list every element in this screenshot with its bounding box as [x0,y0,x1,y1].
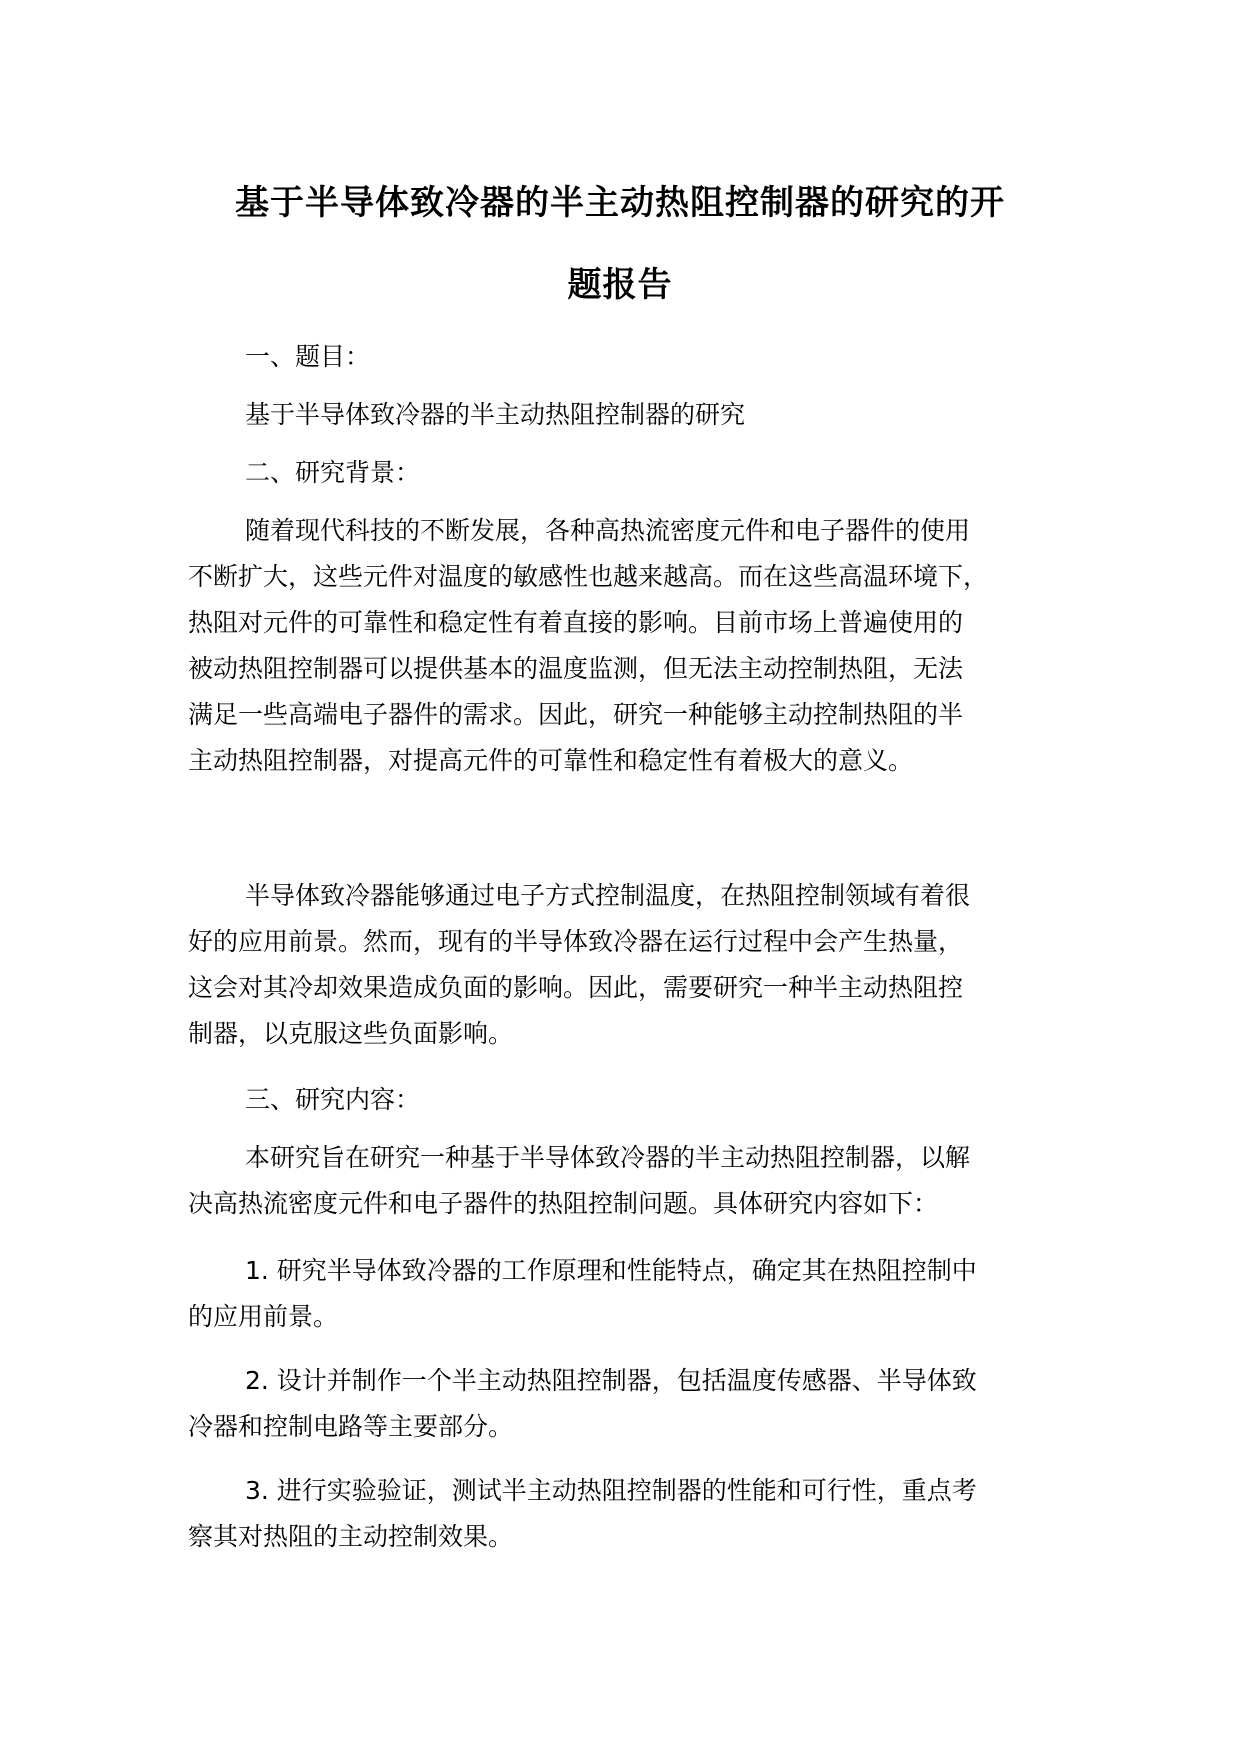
paragraph-line: 被动热阻控制器可以提供基本的温度监测，但无法主动控制热阻，无法 [188,654,964,683]
paragraph-line: 满足一些高端电子器件的需求。因此，研究一种能够主动控制热阻的半 [188,700,964,729]
paragraph-line: 3. 进行实验验证，测试半主动热阻控制器的性能和可行性，重点考 [245,1476,977,1505]
paragraph-line: 决高热流密度元件和电子器件的热阻控制问题。具体研究内容如下： [188,1189,939,1218]
paragraph-line: 本研究旨在研究一种基于半导体致冷器的半主动热阻控制器，以解 [245,1143,971,1172]
paragraph-line: 好的应用前景。然而，现有的半导体致冷器在运行过程中会产生热量， [188,927,964,956]
paragraph-line: 察其对热阻的主动控制效果。 [188,1522,514,1551]
paragraph-line: 不断扩大，这些元件对温度的敏感性也越来越高。而在这些高温环境下， [188,562,989,591]
section-heading-background: 二、研究背景： [245,458,421,487]
paragraph-line: 半导体致冷器能够通过电子方式控制温度，在热阻控制领域有着很 [245,881,971,910]
content-item-2 [188,1358,1058,1450]
section-heading-topic: 一、题目： [245,342,371,371]
paragraph-line: 的应用前景。 [188,1302,339,1331]
document-title-line-1: 基于半导体致冷器的半主动热阻控制器的研究的开 [235,183,1005,223]
background-paragraph-1 [188,508,1058,784]
paragraph-line: 2. 设计并制作一个半主动热阻控制器，包括温度传感器、半导体致 [245,1366,977,1395]
paragraph-line: 随着现代科技的不断发展，各种高热流密度元件和电子器件的使用 [245,516,971,545]
content-item-3 [188,1468,1058,1560]
content-intro-paragraph [188,1135,1058,1227]
background-paragraph-2 [188,873,1058,1057]
paragraph-line: 热阻对元件的可靠性和稳定性有着直接的影响。目前市场上普遍使用的 [188,608,964,637]
section-heading-content: 三、研究内容： [245,1085,421,1114]
paragraph-line: 1. 研究半导体致冷器的工作原理和性能特点，确定其在热阻控制中 [245,1256,977,1285]
paragraph-line: 冷器和控制电路等主要部分。 [188,1412,514,1441]
paragraph-line: 制器，以克服这些负面影响。 [188,1019,514,1048]
content-item-1 [188,1248,1058,1340]
paragraph-line: 主动热阻控制器，对提高元件的可靠性和稳定性有着极大的意义。 [188,746,914,775]
topic-text: 基于半导体致冷器的半主动热阻控制器的研究 [245,400,746,429]
paragraph-line: 这会对其冷却效果造成负面的影响。因此，需要研究一种半主动热阻控 [188,973,964,1002]
document-title-line-2: 题报告 [567,265,673,305]
